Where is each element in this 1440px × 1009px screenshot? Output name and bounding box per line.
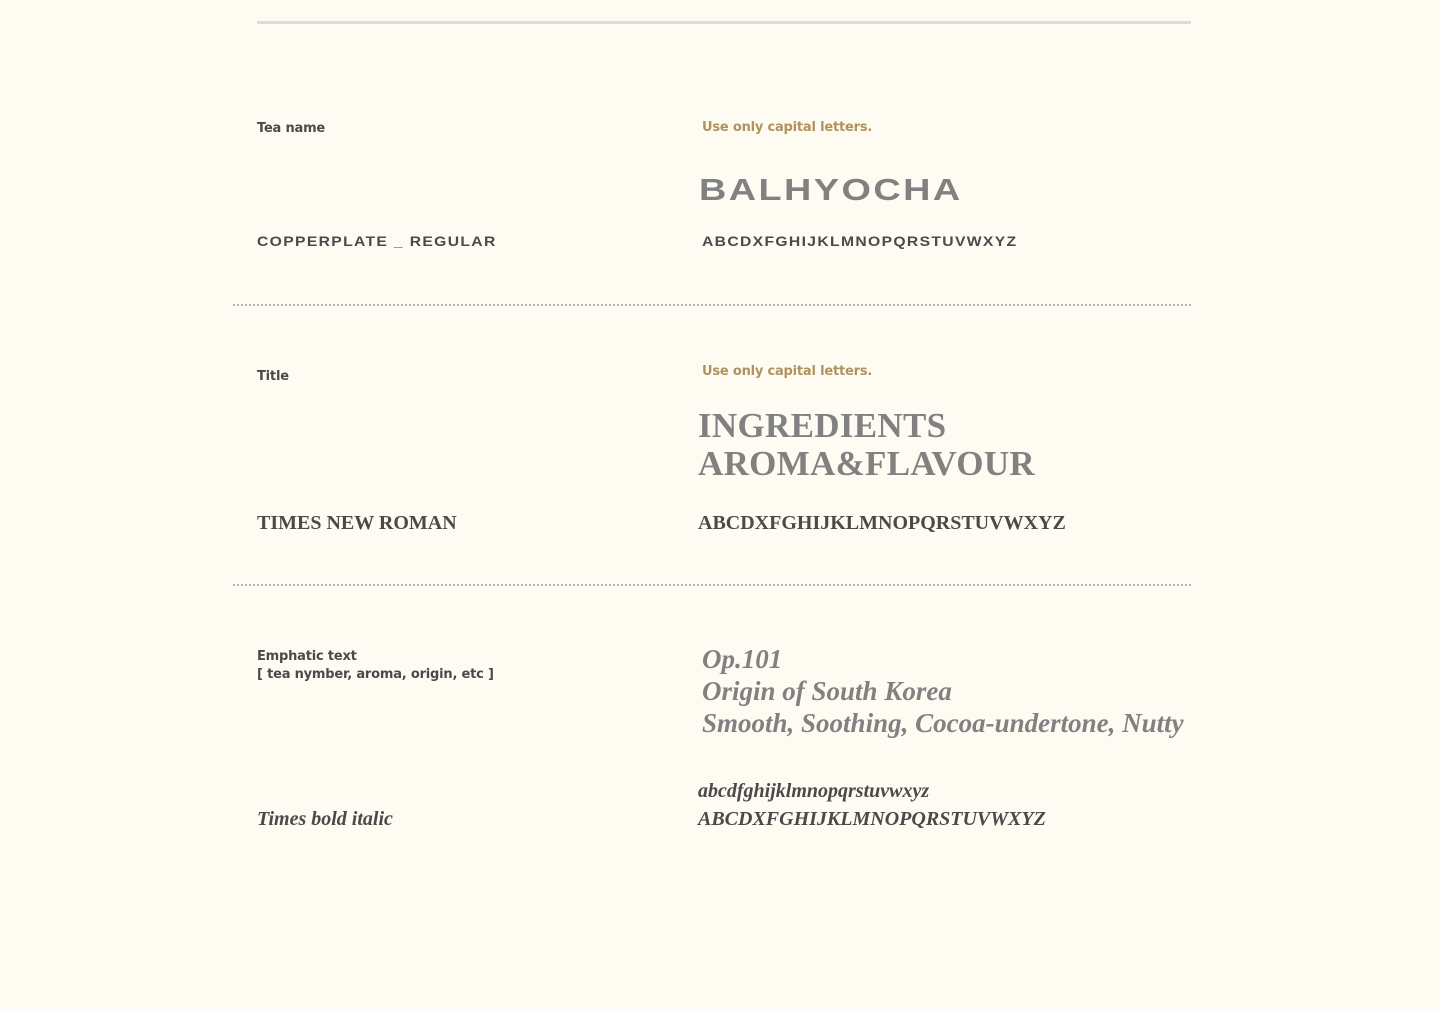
emphatic-sample-line-3: Smooth, Soothing, Cocoa-undertone, Nutty [702, 708, 1184, 738]
title-label: Title [257, 369, 289, 384]
section-divider [233, 304, 1191, 306]
tea-name-alphabet: ABCDXFGHIJKLMNOPQRSTUVWXYZ [702, 233, 1018, 249]
emphatic-sample-line-2: Origin of South Korea [702, 676, 952, 706]
title-font-name: TIMES NEW ROMAN [257, 512, 457, 534]
title-sample-line-1: INGREDIENTS [698, 406, 947, 445]
emphatic-alphabet-lower: abcdfghijklmnopqrstuvwxyz [698, 780, 930, 802]
title-alphabet: ABCDXFGHIJKLMNOPQRSTUVWXYZ [698, 512, 1066, 534]
emphatic-sample-line-1: Op.101 [702, 644, 783, 674]
top-divider [257, 21, 1191, 24]
tea-name-usage-note: Use only capital letters. [702, 120, 873, 135]
tea-name-label: Tea name [257, 121, 326, 136]
emphatic-text-label: Emphatic text [257, 649, 357, 664]
emphatic-font-name: Times bold italic [257, 808, 393, 830]
section-divider [233, 584, 1191, 586]
title-sample-line-2: AROMA&FLAVOUR [698, 444, 1035, 483]
emphatic-text-sublabel: [ tea nymber, aroma, origin, etc ] [257, 667, 494, 682]
emphatic-alphabet-upper: ABCDXFGHIJKLMNOPQRSTUVWXYZ [698, 808, 1046, 830]
tea-name-sample: BALHYOCHA [699, 172, 963, 207]
title-usage-note: Use only capital letters. [702, 364, 873, 379]
tea-name-font-name: COPPERPLATE _ REGULAR [257, 233, 497, 249]
